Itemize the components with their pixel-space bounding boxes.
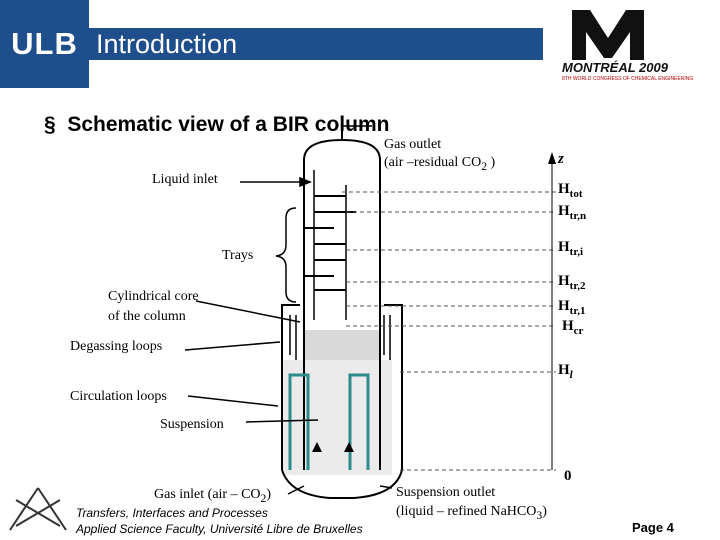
htri-label bbox=[558, 239, 583, 258]
trays-label: Trays bbox=[222, 248, 254, 263]
logo-name-text: MONTRÉAL 2009 bbox=[562, 60, 668, 75]
htr2-sub: tr,2 bbox=[569, 280, 586, 292]
htrn-main: H bbox=[558, 203, 570, 219]
core-line1: Cylindrical core bbox=[108, 289, 199, 304]
gas-inlet-text: Gas inlet (air – CO bbox=[154, 487, 261, 502]
htr2-main: H bbox=[558, 273, 570, 289]
gas-outlet-end: ) bbox=[487, 155, 496, 170]
htot-main: H bbox=[558, 181, 570, 197]
core-label bbox=[108, 287, 199, 327]
gas-inlet-end: ) bbox=[266, 487, 272, 502]
susp-outlet-line2 bbox=[396, 502, 547, 525]
logo-tagline-text: 8TH WORLD CONGRESS OF CHEMICAL ENGINEERING bbox=[562, 76, 694, 82]
htot-label bbox=[558, 181, 583, 200]
hcr-main: H bbox=[562, 318, 574, 334]
htr1-sub: tr,1 bbox=[569, 305, 586, 317]
compass-logo-icon bbox=[10, 488, 66, 530]
trays-group bbox=[304, 196, 356, 290]
gas-inlet-sub: 2 bbox=[260, 491, 267, 505]
degassing-loop-right bbox=[384, 315, 390, 360]
gas-outlet-sub: 2 bbox=[481, 159, 488, 173]
bullet-marker: § bbox=[44, 113, 56, 136]
gas-outlet-label bbox=[384, 136, 495, 176]
htr1-main: H bbox=[558, 298, 570, 314]
susp-outlet-line1: Suspension outlet bbox=[396, 485, 496, 500]
htrn-sub: tr,n bbox=[569, 210, 587, 222]
page-number: Page 4 bbox=[632, 520, 674, 535]
htri-main: H bbox=[558, 239, 570, 255]
gas-outlet-line1: Gas outlet bbox=[384, 137, 442, 152]
suspension-outlet-label bbox=[396, 483, 547, 525]
footer-line2: Applied Science Faculty, Université Libre de Bruxelles bbox=[76, 522, 363, 536]
susp-outlet-sub: 3 bbox=[536, 508, 543, 522]
hcr-sub: cr bbox=[573, 325, 584, 337]
hcr-label bbox=[562, 318, 583, 337]
liquid-inlet-label: Liquid inlet bbox=[152, 172, 218, 187]
gas-inlet-label bbox=[154, 487, 271, 505]
circulation-label: Circulation loops bbox=[70, 389, 167, 404]
z-label: z bbox=[558, 151, 564, 167]
suspension-label: Suspension bbox=[160, 417, 224, 432]
suspension-outer-fill bbox=[282, 360, 392, 475]
htr2-label bbox=[558, 273, 585, 292]
hl-sub: l bbox=[569, 369, 573, 381]
zero-label: 0 bbox=[564, 468, 572, 484]
susp-outlet-text: (liquid – refined NaHCO bbox=[396, 504, 537, 519]
bullet-text: Schematic view of a BIR column bbox=[67, 113, 390, 136]
trays-brace bbox=[276, 208, 296, 302]
page-title: Introduction bbox=[96, 29, 238, 59]
htr1-label bbox=[558, 298, 585, 317]
z-axis-arrowhead bbox=[548, 152, 556, 164]
ulb-logo-text: ULB bbox=[11, 26, 78, 61]
htri-sub: tr,i bbox=[569, 246, 584, 258]
degassing-label: Degassing loops bbox=[70, 339, 163, 354]
gas-outlet-line2 bbox=[384, 154, 495, 176]
htrn-label bbox=[558, 203, 586, 222]
core-line2: of the column bbox=[108, 309, 186, 324]
gas-outlet-text: (air –residual CO bbox=[384, 155, 482, 170]
htot-sub: tot bbox=[569, 188, 583, 200]
susp-outlet-end: ) bbox=[542, 504, 547, 519]
hl-main: H bbox=[558, 362, 570, 378]
footer-line1: Transfers, Interfaces and Processes bbox=[76, 506, 268, 520]
hl-label bbox=[558, 362, 573, 381]
